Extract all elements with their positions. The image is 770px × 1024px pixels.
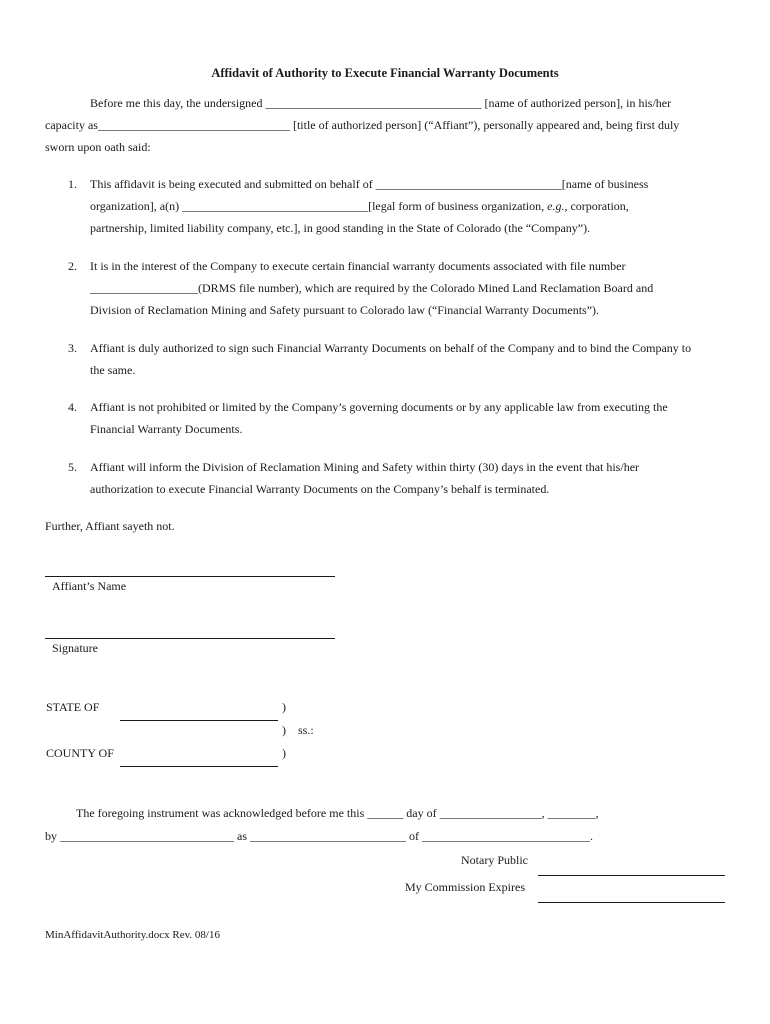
affiant-name-label: Affiant’s Name xyxy=(52,579,127,593)
item-2-line-2: __________________(DRMS file number), which are required by the Colorado Mined Land Reclamation Board and xyxy=(90,281,654,295)
further-statement: Further, Affiant sayeth not. xyxy=(45,519,175,533)
state-of-label: STATE OF xyxy=(46,700,100,714)
intro-line-1: Before me this day, the undersigned ____________________________________ [name of authorized person], in his/her xyxy=(90,96,672,110)
acknowledgment-line-2: by _____________________________ as __________________________ of ____________________________. xyxy=(45,829,593,843)
item-1-line-2: organization], a(n) _______________________________[legal form of business organization, e.g., corporation, xyxy=(90,199,629,213)
commission-expires-label: My Commission Expires xyxy=(405,880,526,894)
item-3-line-2: the same. xyxy=(90,363,136,377)
county-field[interactable] xyxy=(120,766,278,767)
ss-label: ss.: xyxy=(298,723,314,737)
acknowledgment-line-1: The foregoing instrument was acknowledged before me this ______ day of _________________, ________, xyxy=(76,806,599,820)
item-1-number: 1. xyxy=(68,177,77,191)
venue-paren-3: ) xyxy=(282,746,286,760)
notary-public-field[interactable] xyxy=(538,875,725,876)
county-of-label: COUNTY OF xyxy=(46,746,114,760)
state-field[interactable] xyxy=(120,720,278,721)
item-4-line-2: Financial Warranty Documents. xyxy=(90,422,243,436)
item-1-line-3: partnership, limited liability company, etc.], in good standing in the State of Colorado (the “Company”). xyxy=(90,221,591,235)
intro-line-2: capacity as________________________________ [title of authorized person] (“Affiant”), personally appeared and, being first duly xyxy=(45,118,680,132)
notary-public-label: Notary Public xyxy=(461,853,528,867)
signature-field[interactable] xyxy=(45,638,335,639)
item-3-number: 3. xyxy=(68,341,77,355)
document-title: Affidavit of Authority to Execute Financial Warranty Documents xyxy=(211,66,559,80)
signature-label: Signature xyxy=(52,641,98,655)
intro-line-3: sworn upon oath said: xyxy=(45,140,151,154)
item-5-line-1: Affiant will inform the Division of Reclamation Mining and Safety within thirty (30) days in the event that his/her xyxy=(90,460,640,474)
item-2-line-3: Division of Reclamation Mining and Safety pursuant to Colorado law (“Financial Warranty Documents”). xyxy=(90,303,600,317)
item-5-line-2: authorization to execute Financial Warranty Documents on the Company’s behalf is terminated. xyxy=(90,482,550,496)
venue-paren-2: ) xyxy=(282,723,286,737)
eg-abbreviation: e.g. xyxy=(547,199,565,213)
venue-paren-1: ) xyxy=(282,700,286,714)
commission-expires-field[interactable] xyxy=(538,902,725,903)
item-4-number: 4. xyxy=(68,400,77,414)
document-footer: MinAffidavitAuthority.docx Rev. 08/16 xyxy=(45,929,220,941)
item-4-line-1: Affiant is not prohibited or limited by the Company’s governing documents or by any applicable law from executing the xyxy=(90,400,668,414)
item-5-number: 5. xyxy=(68,460,77,474)
item-2-number: 2. xyxy=(68,259,77,273)
item-1-line-1: This affidavit is being executed and submitted on behalf of _______________________________[name of business xyxy=(90,177,649,191)
item-2-line-1: It is in the interest of the Company to execute certain financial warranty documents associated with file number xyxy=(90,259,626,273)
affiant-name-field[interactable] xyxy=(45,576,335,577)
item-3-line-1: Affiant is duly authorized to sign such Financial Warranty Documents on behalf of the Company and to bind the Company to xyxy=(90,341,692,355)
